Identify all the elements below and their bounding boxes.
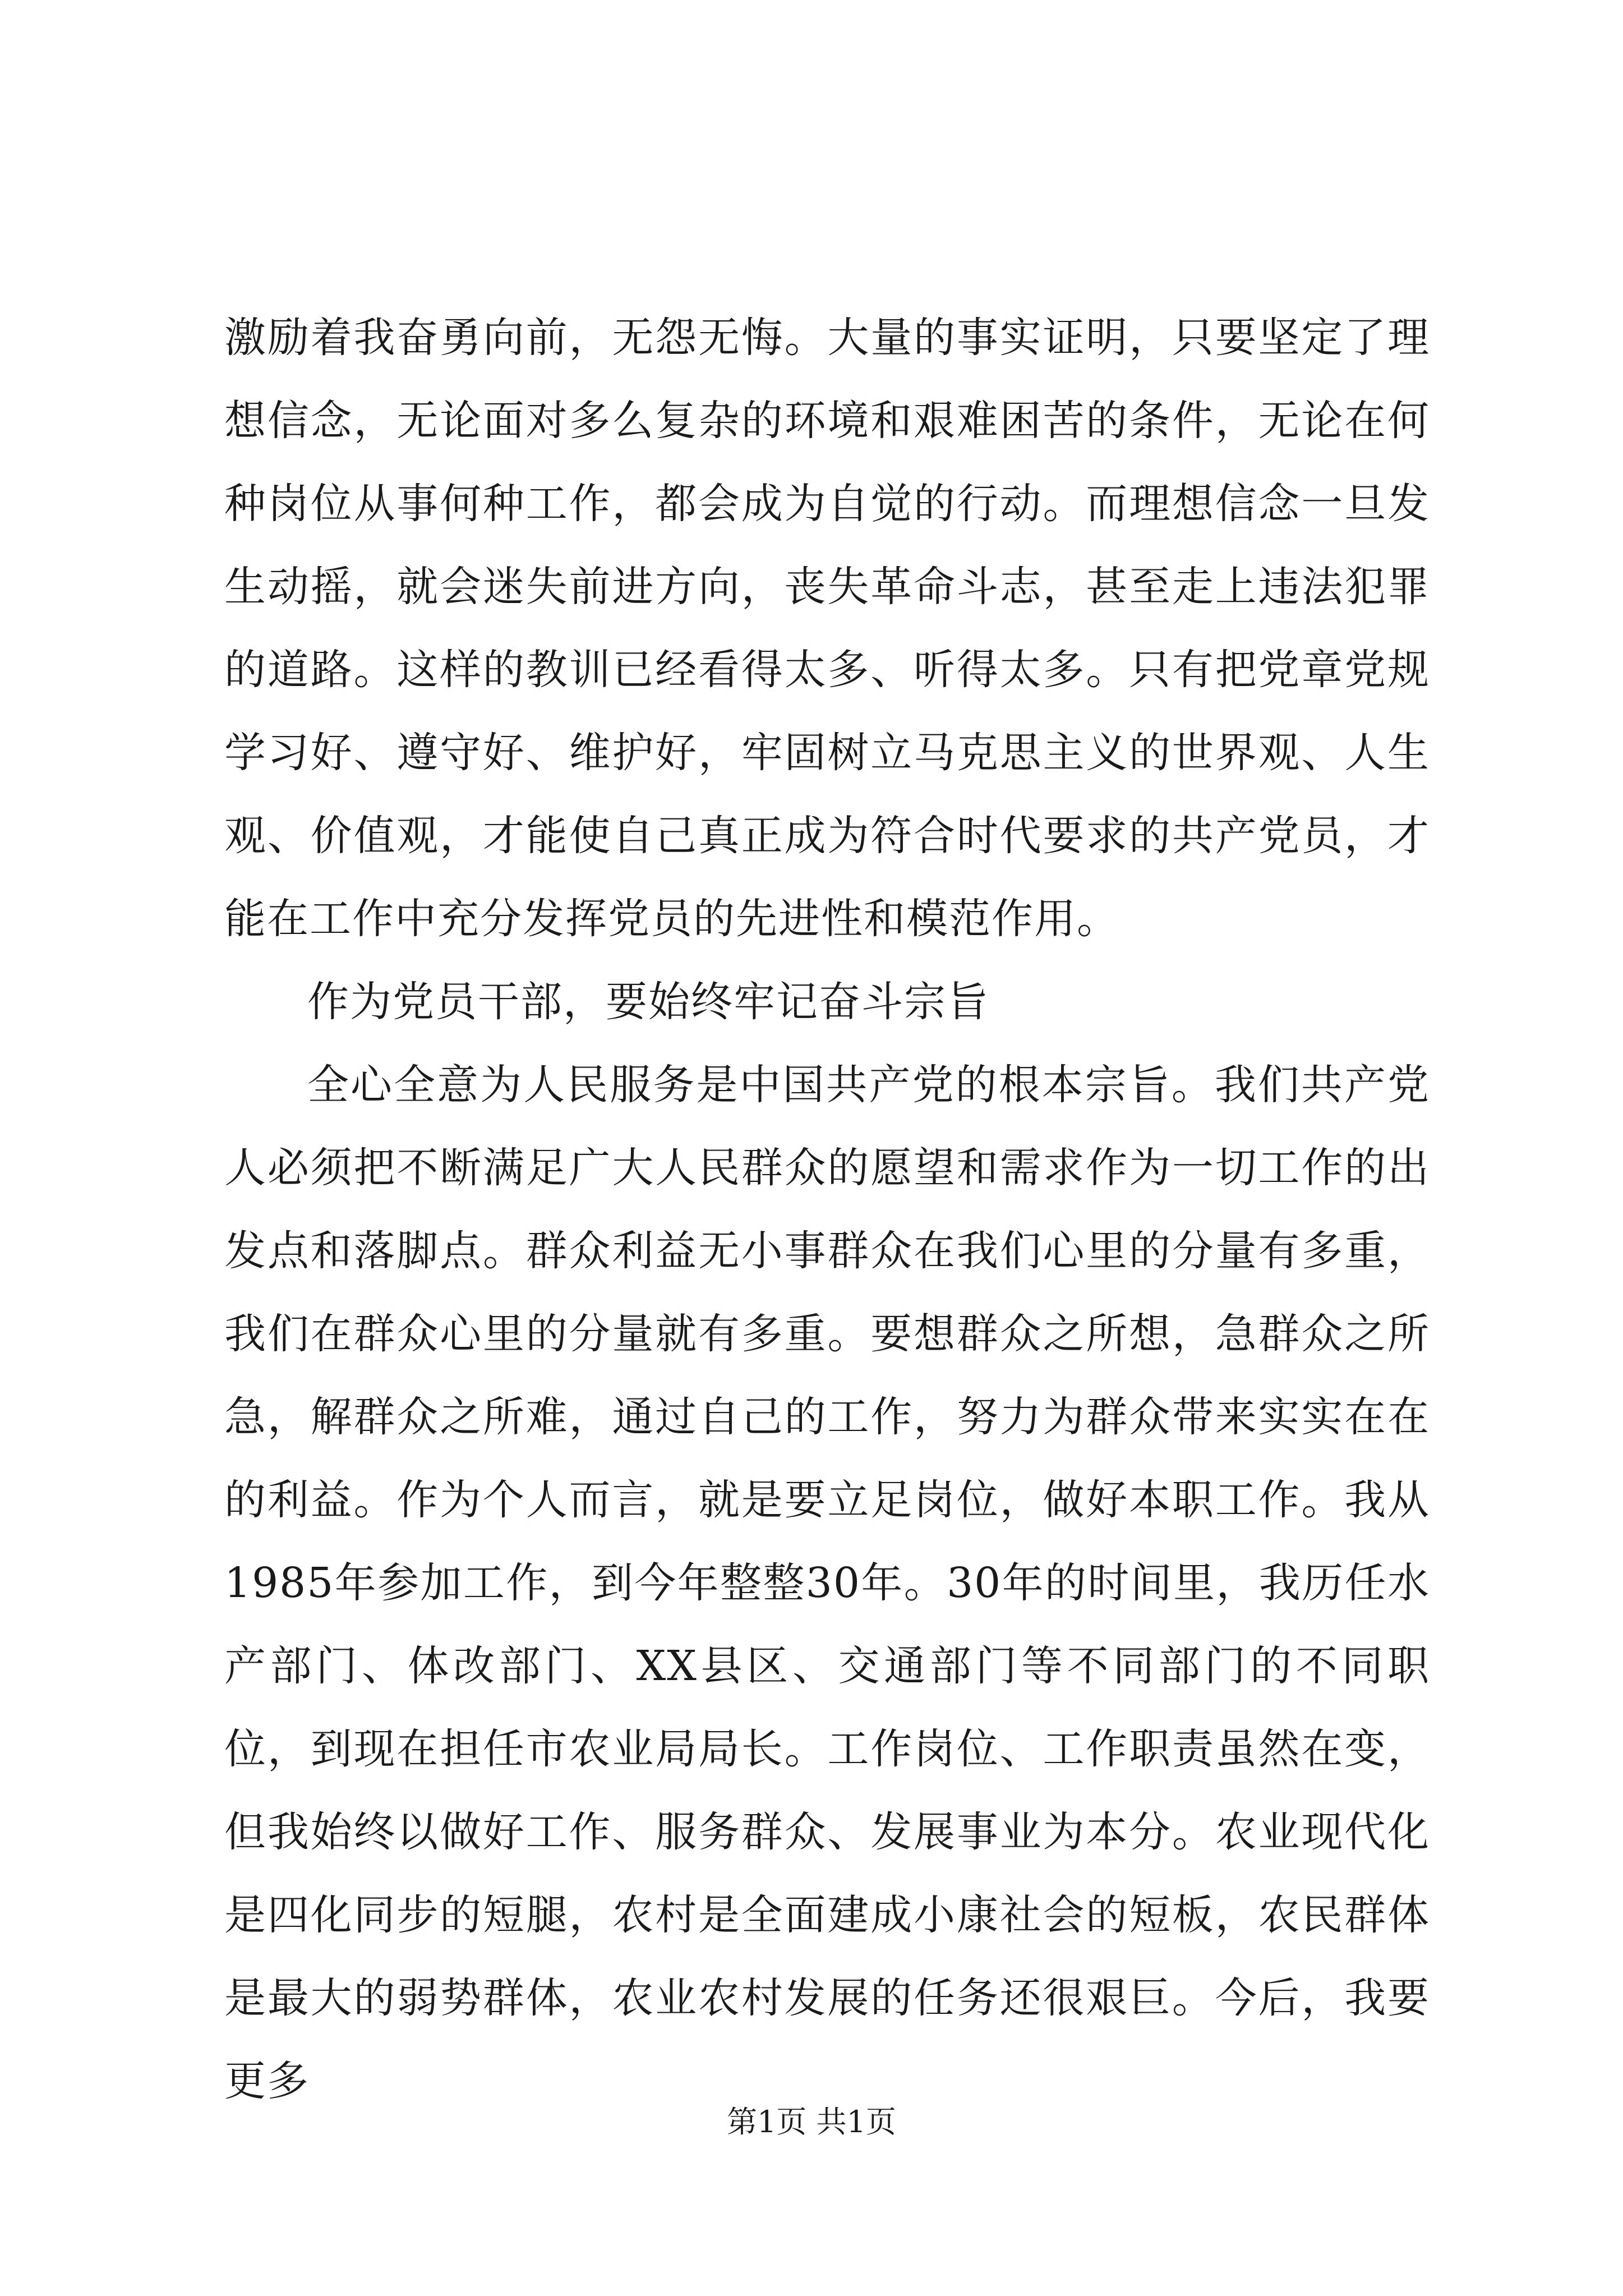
paragraph-service: 全心全意为人民服务是中国共产党的根本宗旨。我们共产党人必须把不断满足广大人民群众的愿望和需求作为一切工作的出发点和落脚点。群众利益无小事群众在我们心里的分量有多重，我们在群众心里的分量就有多重。要想群众之所想，急群众之所急，解群众之所难，通过自己的工作，努力为群众带来实实在在的利益。作为个人而言，就是要立足岗位，做好本职工作。我从1985年参加工作，到今年整整30年。30年的时间里，我历任水产部门、体改部门、XX县区、交通部门等不同部门的不同职位，到现在担任市农业局局长。工作岗位、工作职责虽然在变，但我始终以做好工作、服务群众、发展事业为本分。农业现代化是四化同步的短腿，农村是全面建成小康社会的短板，农民群体是最大的弱势群体，农业农村发展的任务还很艰巨。今后，我要更多 <box>224 1061 1430 2105</box>
paragraph-ideals: 激励着我奋勇向前，无怨无悔。大量的事实证明，只要坚定了理想信念，无论面对多么复杂的环境和艰难困苦的条件，无论在何种岗位从事何种工作，都会成为自觉的行动。而理想信念一旦发生动摇，就会迷失前进方向，丧失革命斗志，甚至走上违法犯罪的道路。这样的教训已经看得太多、听得太多。只有把党章党规学习好、遵守好、维护好，牢固树立马克思主义的世界观、人生观、价值观，才能使自己真正成为符合时代要求的共产党员，才能在工作中充分发挥党员的先进性和模范作用。 <box>224 314 1430 943</box>
page-footer: 第1页 共1页 <box>727 2104 896 2139</box>
document-body <box>224 296 1430 2123</box>
section-heading: 作为党员干部，要始终牢记奋斗宗旨 <box>307 978 989 1026</box>
